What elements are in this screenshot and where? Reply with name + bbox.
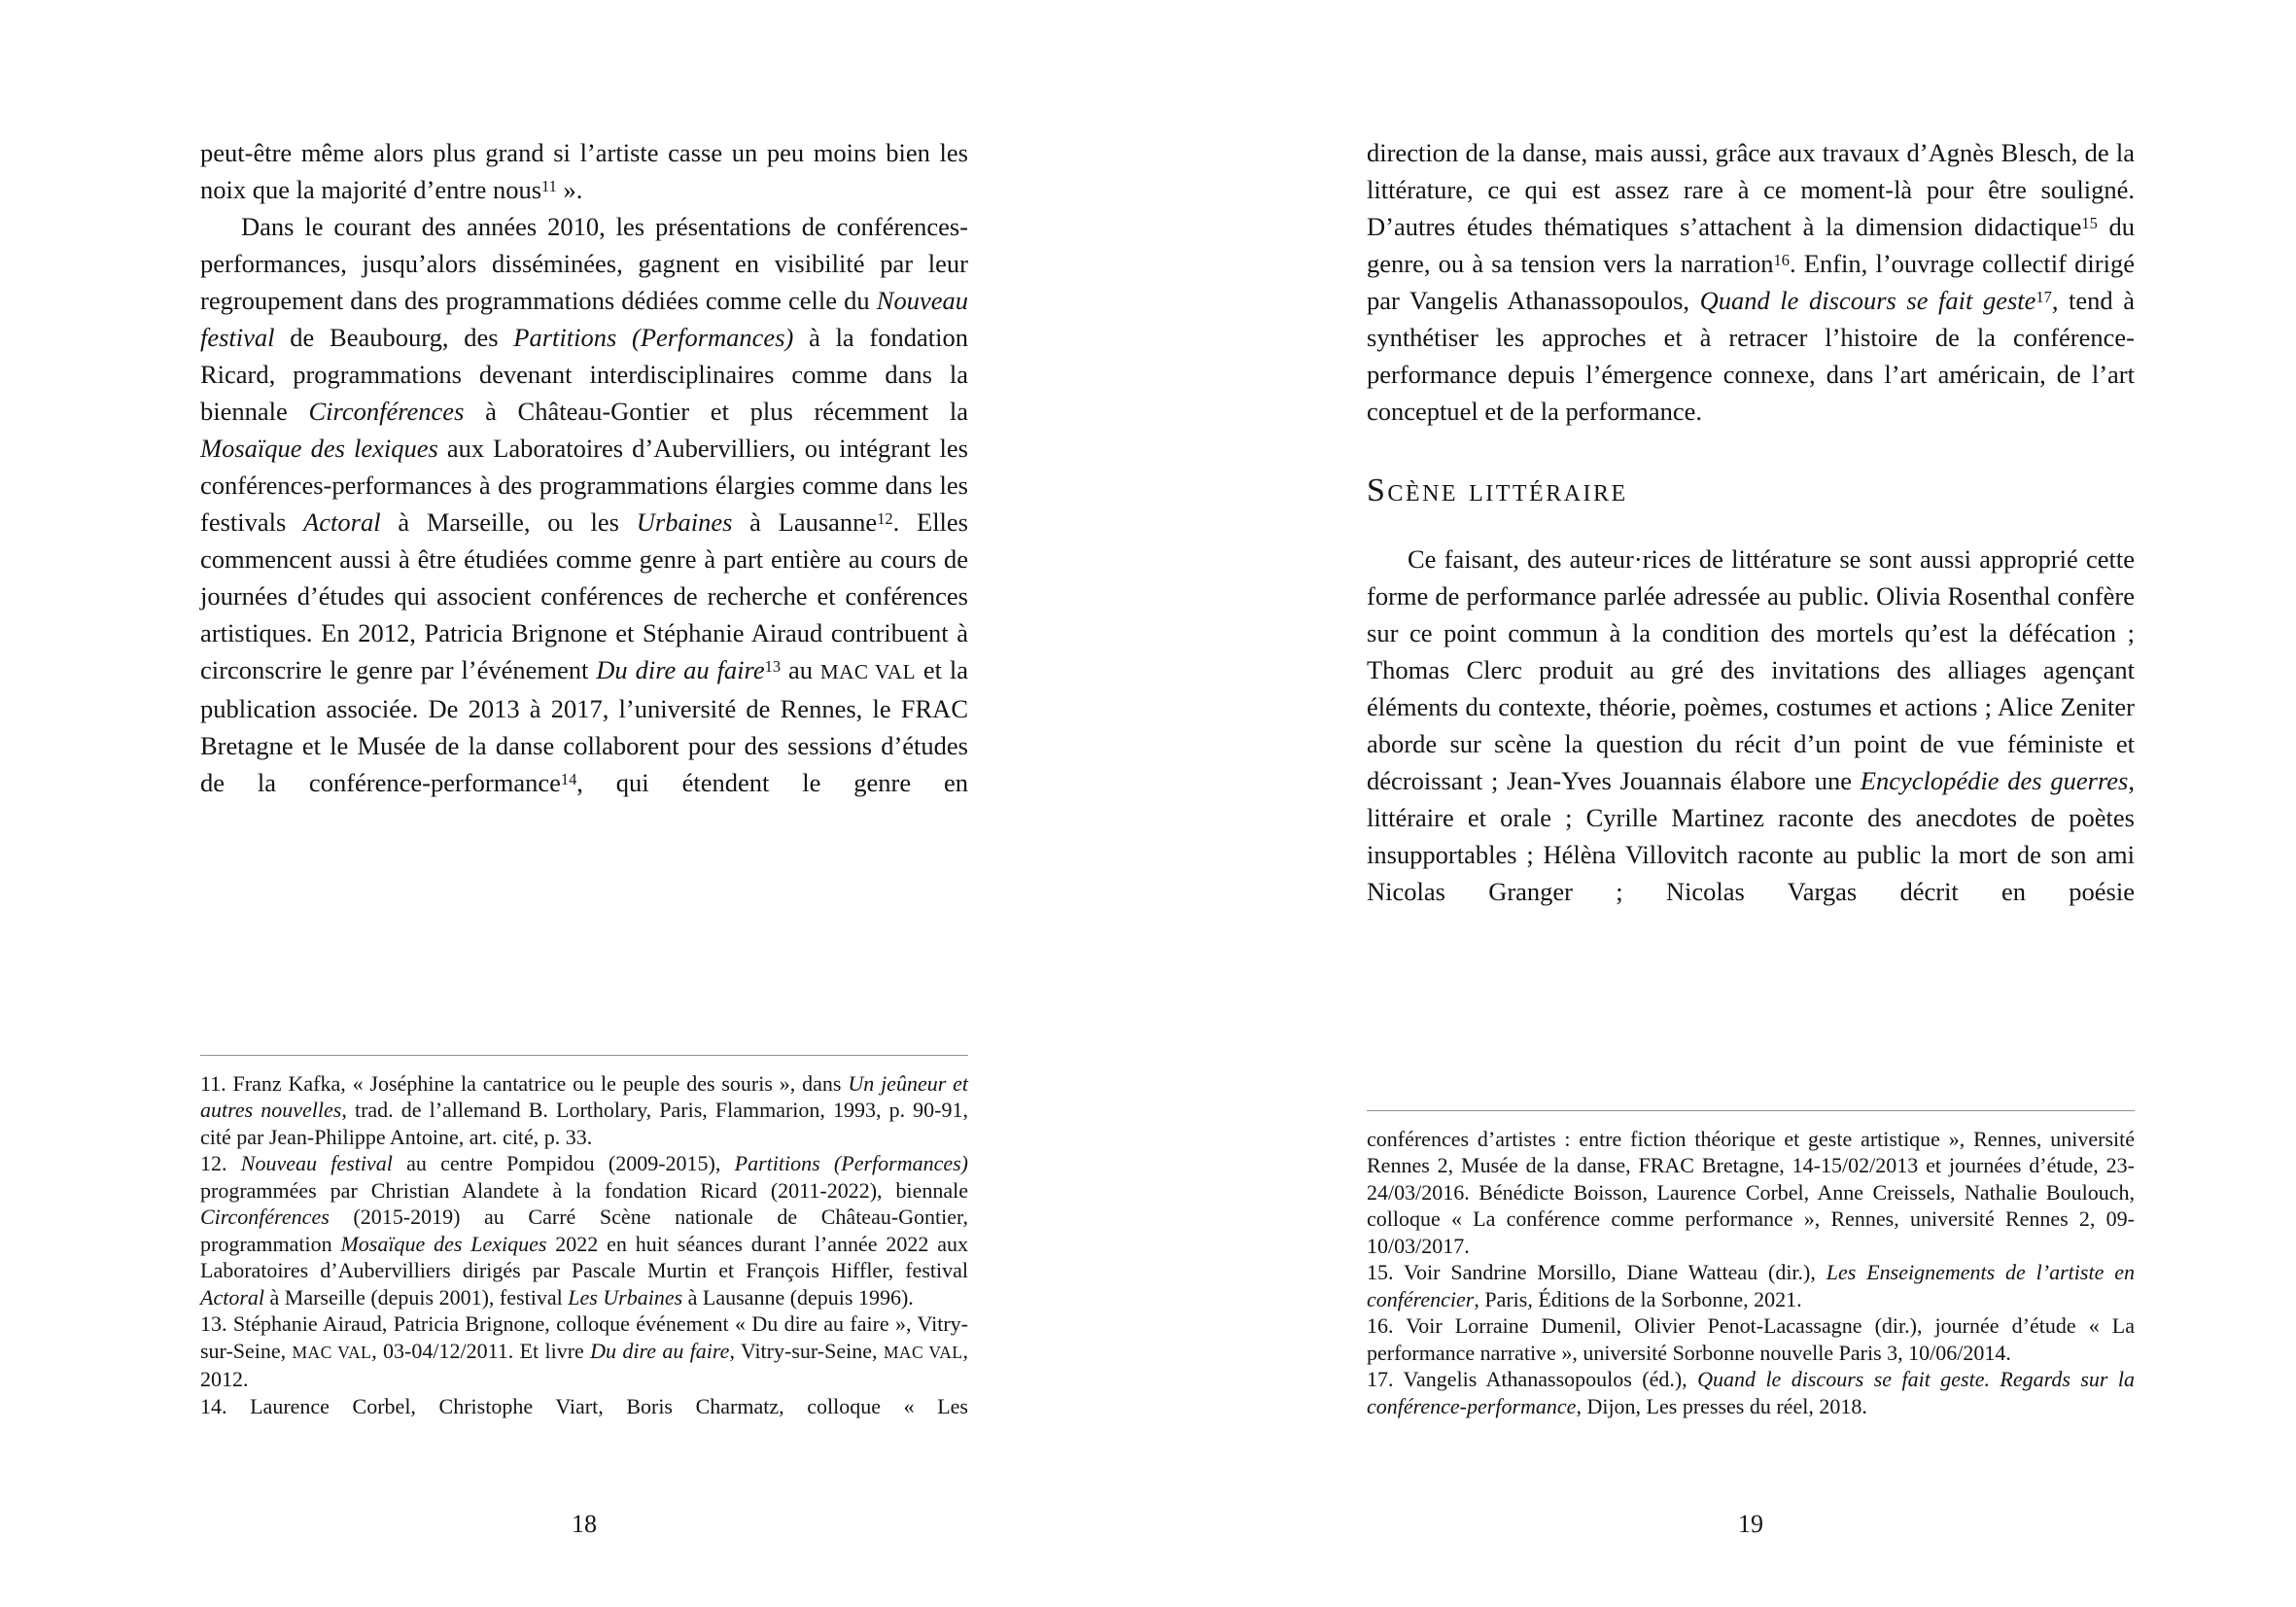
footnote: 11. Franz Kafka, « Joséphine la cantatrice ou le peuple des souris », dans Un jeûneur et autres nouvelles, trad. de l’allemand B. Lortholary, Paris, Flammarion, 1993, p. 90-91, cité par Jean-Philippe Antoine, art. cité, p. 33. xyxy=(200,1070,969,1149)
footnote-reference: 12 xyxy=(877,508,893,528)
footnote-reference: 14 xyxy=(560,769,577,788)
page-body xyxy=(200,134,968,801)
body-paragraph: peut-être même alors plus grand si l’artiste casse un peu moins bien les noix que la majorité d’entre nous$^{11}$ ». xyxy=(200,138,968,204)
footnotes xyxy=(200,1055,968,1420)
footnote: 12. Nouveau festival au centre Pompidou (2009-2015), Partitions (Performances) programmées par Christian Alandete à la fondation Ricard (2011-2022), biennale Circonférences (2015-2019) au Carré Scène nationale de Château-Gontier, programmation Mosaïque des Lexiques 2022 en huit séances durant l’année 2022 aux Laboratoires d’Aubervilliers dirigés par Pascale Murtin et François Hiffler, festival Actoral à Marseille (depuis 2001), festival Les Urbaines à Lausanne (depuis 1996). xyxy=(200,1151,968,1310)
section-heading: Scène littéraire xyxy=(1367,472,1628,508)
page-right xyxy=(1367,0,2135,1607)
page-left xyxy=(200,0,968,1607)
footnote-reference: 15 xyxy=(2081,213,2098,232)
page-number: 18 xyxy=(572,1510,597,1538)
footnote: 15. Voir Sandrine Morsillo, Diane Watteau (dir.), Les Enseignements de l’artiste en conférencier, Paris, Éditions de la Sorbonne, 2021. xyxy=(1367,1260,2135,1311)
footnote: 13. Stéphanie Airaud, Patricia Brignone, colloque événement « Du dire au faire », Vitry-sur-Seine, MAC VAL, 03-04/12/2011. Et livre Du dire au faire, Vitry-sur-Seine, MAC VAL, 2012. xyxy=(200,1311,969,1391)
footnote: conférences d’artistes : entre fiction théorique et geste artistique », Rennes, université Rennes 2, Musée de la danse, FRAC Bretagne, 14-15/02/2013 et journées d’étude, 23-24/03/2016. Bénédicte Boisson, Laurence Corbel, Anne Creissels, Nathalie Boulouch, colloque « La conférence comme performance », Rennes, université Rennes 2, 09-10/03/2017. xyxy=(1367,1126,2135,1258)
body-paragraph: Ce faisant, des auteur·rices de littérature se sont aussi approprié cette forme de performance parlée adressée au public. Olivia Rosenthal confère sur ce point commun à la condition des mortels qu’est la défécation ; Thomas Clerc produit au gré des invitations des alliages agençant éléments du contexte, théorie, poèmes, costumes et actions ; Alice Zeniter aborde sur scène la question du récit d’un point de vue féministe et décroissant ; Jean-Yves Jouannais élabore une Encyclopédie des guerres, littéraire et orale ; Cyrille Martinez raconte des anecdotes de poètes insupportables ; Hélèna Villovitch raconte au public la mort de son ami Nicolas Granger ; Nicolas Vargas décrit en poésie xyxy=(1367,544,2135,906)
footnote-reference: 13 xyxy=(764,656,782,676)
footnote-reference: 11 xyxy=(541,176,557,195)
footnote-reference: 17 xyxy=(2035,287,2052,306)
page-number: 19 xyxy=(1738,1510,1763,1538)
footnote: 14. Laurence Corbel, Christophe Viart, Boris Charmatz, colloque « Les xyxy=(200,1393,968,1418)
footnote-reference: 16 xyxy=(1773,250,1790,269)
body-paragraph: Dans le courant des années 2010, les présentations de conférences-performances, jusqu’alors disséminées, gagnent en visibilité par leur regroupement dans des programmations dédiées comme celle du Nouveau festival de Beaubourg, des Partitions (Performances) à la fondation Ricard, programmations devenant interdisciplinaires comme dans la biennale Circonférences à Château-Gontier et plus récemment la Mosaïque des lexiques aux Laboratoires d’Aubervilliers, ou intégrant les conférences-performances à des programmations élargies comme dans les festivals Actoral à Marseille, ou les Urbaines à Lausanne$^{12}$. Elles commencent aussi à être étudiées comme genre à part entière au cours de journées d’études qui associent conférences de recherche et conférences artistiques. En 2012, Patricia Brignone et Stéphanie Airaud contribuent à circonscrire le genre par l’événement Du dire au faire$^{13}$ au MAC VAL et la publication associée. De 2013 à 2017, l’université de Rennes, le FRAC Bretagne et le Musée de la danse collaborent pour des sessions d’études de la conférence-performance$^{14}$, qui étendent le genre en xyxy=(200,212,969,797)
footnotes xyxy=(1367,1110,2135,1420)
body-paragraph: direction de la danse, mais aussi, grâce aux travaux d’Agnès Blesch, de la littérature, ce qui est assez rare à ce moment-là pour être souligné. D’autres études thématiques s’attachent à la dimension didactique$^{15}$ du genre, ou à sa tension vers la narration$^{16}$. Enfin, l’ouvrage collectif dirigé par Vangelis Athanassopoulos, Quand le discours se fait geste$^{17}$, tend à synthétiser les approches et à retracer l’histoire de la conférence-performance depuis l’émergence connexe, dans l’art américain, de l’art conceptuel et de la performance. xyxy=(1367,138,2136,426)
footnote: 17. Vangelis Athanassopoulos (éd.), Quand le discours se fait geste. Regards sur la conférence-performance, Dijon, Les presses du réel, 2018. xyxy=(1367,1367,2135,1418)
footnote: 16. Voir Lorraine Dumenil, Olivier Penot-Lacassagne (dir.), journée d’étude « La performance narrative », université Sorbonne nouvelle Paris 3, 10/06/2014. xyxy=(1367,1313,2135,1365)
page-body xyxy=(1367,134,2135,910)
